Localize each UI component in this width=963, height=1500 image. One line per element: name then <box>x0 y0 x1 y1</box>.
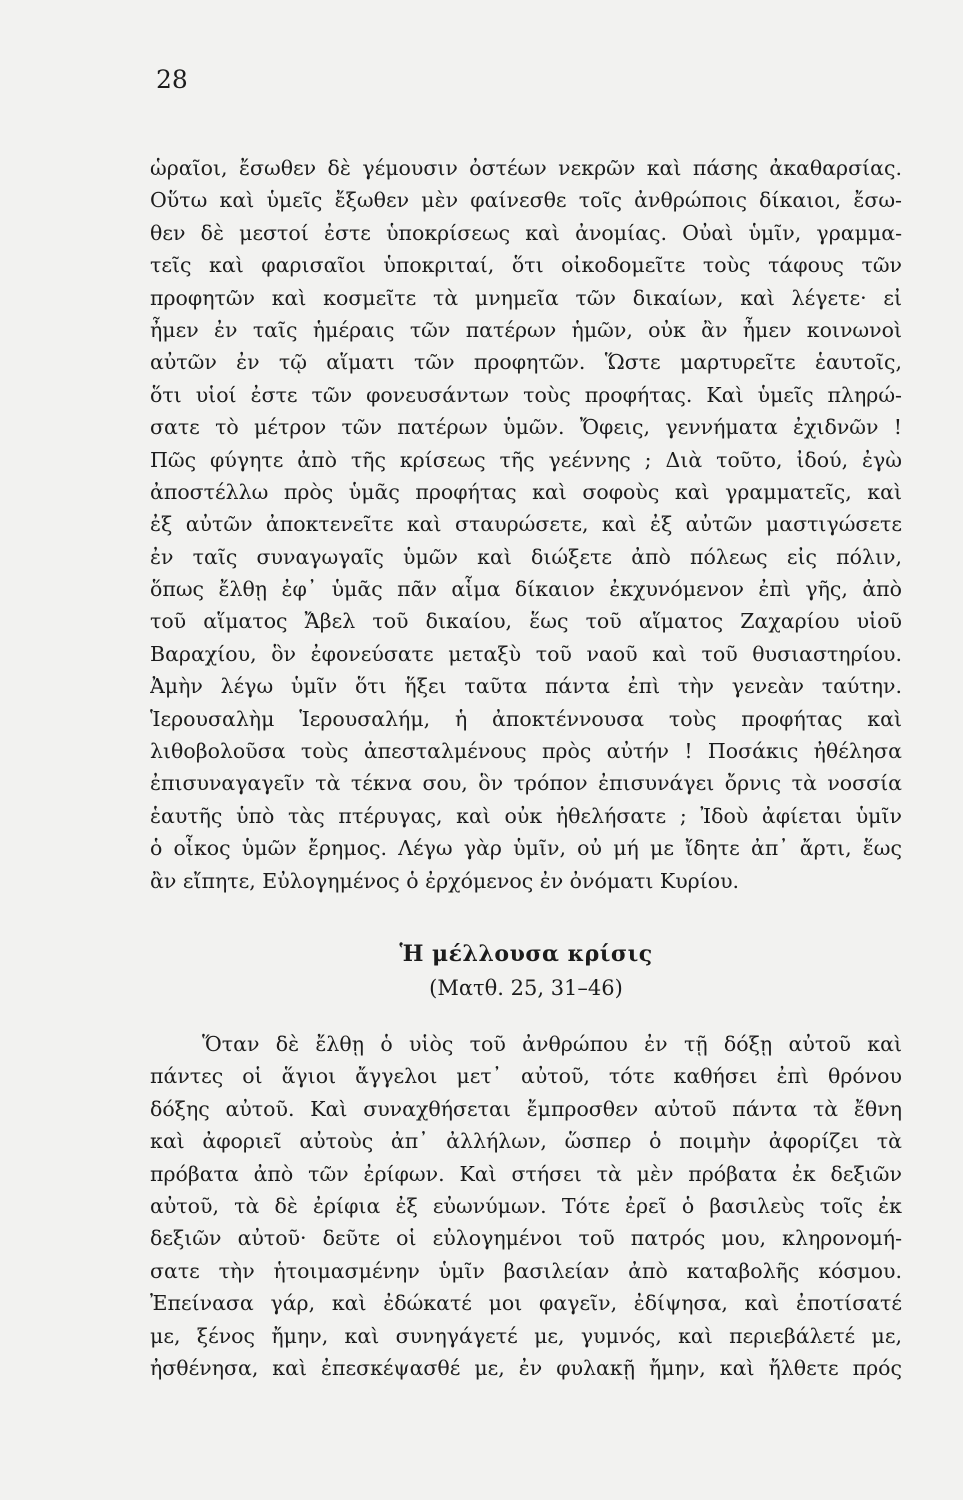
text-line: πρόβατα ἀπὸ τῶν ἐρίφων. Καὶ στήσει τὰ μὲν πρόβατα ἐκ δεξιῶν <box>150 1161 902 1186</box>
text-line: ἂν εἴπητε, Εὐλογημένος ὁ ἐρχόμενος ἐν ὀνόματι Κυρίου. <box>150 868 740 893</box>
text-line: ὅπως ἔλθῃ ἐφ᾽ ὑμᾶς πᾶν αἷμα δίκαιον ἐκχυνόμενον ἐπὶ γῆς, ἀπὸ <box>150 577 902 602</box>
text-line: δεξιῶν αὐτοῦ· δεῦτε οἱ εὐλογημένοι τοῦ πατρός μου, κληρονομή- <box>150 1226 902 1251</box>
text-line: σατε τὸ μέτρον τῶν πατέρων ὑμῶν. Ὄφεις, γεννήματα ἐχιδνῶν ! <box>150 415 902 440</box>
text-line: προφητῶν καὶ κοσμεῖτε τὰ μνημεῖα τῶν δικαίων, καὶ λέγετε· εἰ <box>150 285 902 310</box>
section-reference: (Ματθ. 25, 31–46) <box>429 976 623 1000</box>
text-line: Ὅταν δὲ ἔλθῃ ὁ υἱὸς τοῦ ἀνθρώπου ἐν τῇ δόξῃ αὐτοῦ καὶ <box>202 1032 902 1056</box>
text-line: ἐν ταῖς συναγωγαῖς ὑμῶν καὶ διώξετε ἀπὸ πόλεως εἰς πόλιν, <box>150 544 902 569</box>
text-line: τοῦ αἵματος Ἄβελ τοῦ δικαίου, ἕως τοῦ αἵματος Ζαχαρίου υἱοῦ <box>150 609 902 634</box>
text-line: ἐξ αὐτῶν ἀποκτενεῖτε καὶ σταυρώσετε, καὶ ἐξ αὐτῶν μαστιγώσετε <box>150 512 902 537</box>
text-line: ἐπισυναγαγεῖν τὰ τέκνα σου, ὃν τρόπον ἐπισυνάγει ὄρνις τὰ νοσσία <box>150 771 902 796</box>
body-text-section-2 <box>150 1028 902 1384</box>
text-line: Οὕτω καὶ ὑμεῖς ἔξωθεν μὲν φαίνεσθε τοῖς ἀνθρώποις δίκαιοι, ἔσω- <box>150 188 902 213</box>
text-line: θεν δὲ μεστοί ἐστε ὑποκρίσεως καὶ ἀνομίας. Οὐαὶ ὑμῖν, γραμμα- <box>150 220 902 245</box>
section-heading: Ἡ μέλλουσα κρίσις <box>399 941 653 967</box>
page-number: 28 <box>156 65 188 94</box>
text-line: Βαραχίου, ὃν ἐφονεύσατε μεταξὺ τοῦ ναοῦ καὶ τοῦ θυσιαστηρίου. <box>150 641 902 666</box>
body-text-section-1 <box>150 152 902 897</box>
text-line: Ἀμὴν λέγω ὑμῖν ὅτι ἥξει ταῦτα πάντα ἐπὶ τὴν γενεὰν ταύτην. <box>150 674 902 699</box>
text-line: με, ξένος ἤμην, καὶ συνηγάγετέ με, γυμνός, καὶ περιεβάλετέ με, <box>150 1323 902 1348</box>
text-line: τεῖς καὶ φαρισαῖοι ὑποκριταί, ὅτι οἰκοδομεῖτε τοὺς τάφους τῶν <box>150 253 902 278</box>
text-line: Ἐπείνασα γάρ, καὶ ἐδώκατέ μοι φαγεῖν, ἐδίψησα, καὶ ἐποτίσατέ <box>150 1291 902 1316</box>
text-line: σατε τὴν ἡτοιμασμένην ὑμῖν βασιλείαν ἀπὸ καταβολῆς κόσμου. <box>150 1258 902 1283</box>
text-line: πάντες οἱ ἅγιοι ἄγγελοι μετ᾽ αὐτοῦ, τότε καθήσει ἐπὶ θρόνου <box>150 1064 902 1089</box>
text-line: αὐτοῦ, τὰ δὲ ἐρίφια ἐξ εὐωνύμων. Τότε ἐρεῖ ὁ βασιλεὺς τοῖς ἐκ <box>150 1193 902 1218</box>
text-line: ὁ οἶκος ὑμῶν ἔρημος. Λέγω γὰρ ὑμῖν, οὐ μή με ἴδητε ἀπ᾽ ἄρτι, ἕως <box>150 836 902 861</box>
text-line: ἀποστέλλω πρὸς ὑμᾶς προφήτας καὶ σοφοὺς καὶ γραμματεῖς, καὶ <box>150 479 902 504</box>
text-line: δόξης αὐτοῦ. Καὶ συναχθήσεται ἔμπροσθεν αὐτοῦ πάντα τὰ ἔθνη <box>150 1096 902 1121</box>
text-line: αὐτῶν ἐν τῷ αἵματι τῶν προφητῶν. Ὥστε μαρτυρεῖτε ἑαυτοῖς, <box>150 350 902 375</box>
text-line: καὶ ἀφοριεῖ αὐτοὺς ἀπ᾽ ἀλλήλων, ὥσπερ ὁ ποιμὴν ἀφορίζει τὰ <box>150 1129 902 1154</box>
text-line: ἑαυτῆς ὑπὸ τὰς πτέρυγας, καὶ οὐκ ἠθελήσατε ; Ἰδοὺ ἀφίεται ὑμῖν <box>150 803 902 828</box>
text-line: Ἱερουσαλὴμ Ἱερουσαλήμ, ἡ ἀποκτέννουσα τοὺς προφήτας καὶ <box>150 706 902 731</box>
text-line: ὡραῖοι, ἔσωθεν δὲ γέμουσιν ὀστέων νεκρῶν καὶ πάσης ἀκαθαρσίας. <box>150 156 902 180</box>
text-line: ἠσθένησα, καὶ ἐπεσκέψασθέ με, ἐν φυλακῇ ἤμην, καὶ ἤλθετε πρός <box>150 1355 902 1380</box>
text-line: λιθοβολοῦσα τοὺς ἀπεσταλμένους πρὸς αὐτήν ! Ποσάκις ἠθέλησα <box>150 739 902 764</box>
text-line: ὅτι υἱοί ἐστε τῶν φονευσάντων τοὺς προφήτας. Καὶ ὑμεῖς πληρώ- <box>150 382 902 407</box>
text-line: Πῶς φύγητε ἀπὸ τῆς κρίσεως τῆς γεέννης ; Διὰ τοῦτο, ἰδού, ἐγὼ <box>150 447 902 472</box>
text-line: ἦμεν ἐν ταῖς ἡμέραις τῶν πατέρων ἡμῶν, οὐκ ἂν ἦμεν κοινωνοὶ <box>150 317 902 342</box>
